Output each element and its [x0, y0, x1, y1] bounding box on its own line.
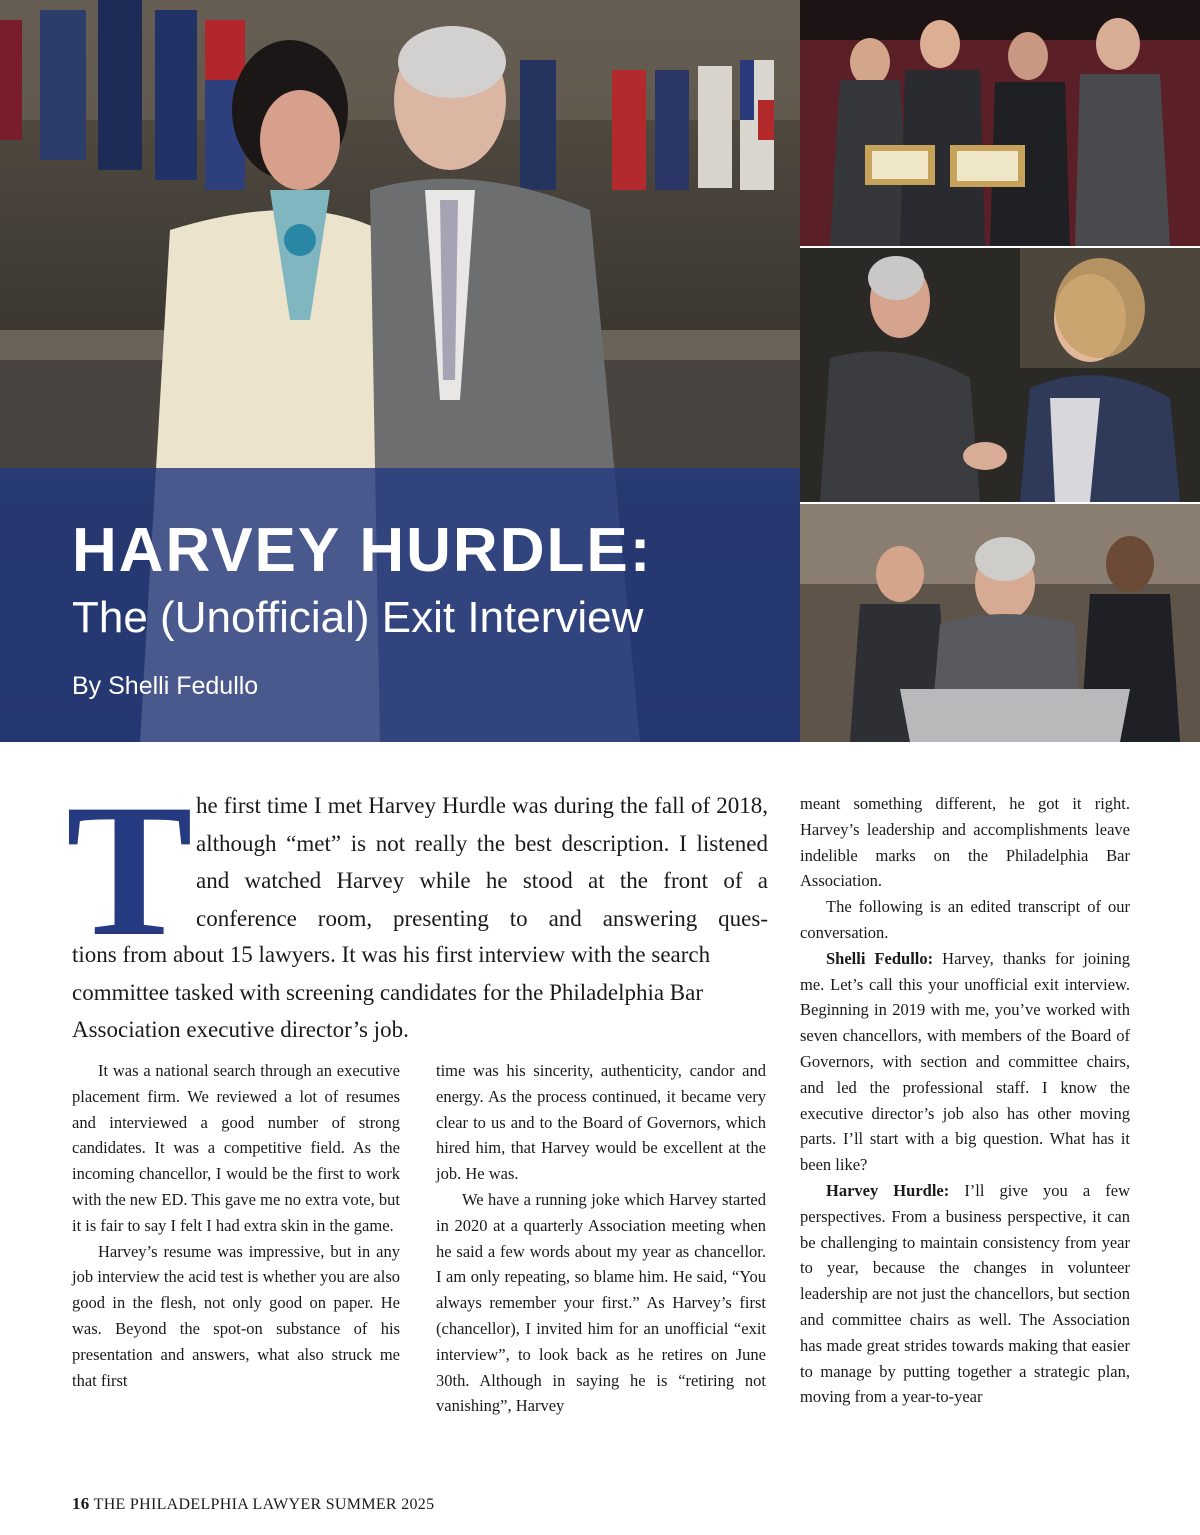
body-paragraph: Harvey’s resume was impressive, but in any job interview the acid test is whether you are also good in the flesh, not only good on paper. He was. Beyond the spot-on substance of his presentation and answers, what also struck me that first: [72, 1241, 400, 1390]
body-paragraph: time was his sincerity, authenticity, candor and energy. As the process continued, it became very clear to us and to the Board of Governors, which hired him, that Harvey would be excellent at the job. He was.: [436, 1061, 766, 1184]
body-paragraph: meant something different, he got it right. Harvey’s leadership and accomplishments leave indelible marks on the Philadelphia Bar Association.: [800, 794, 1130, 891]
question-text: Harvey, thanks for joining me. Let’s call this your unofficial exit interview. Beginning in 2019 with me, you’ve worked with seven chancellors, with members of the Board of Governors, with section and committee chairs, and led the professional staff. I know the executive director’s job also has other moving parts. I’ll start with a big question. What has it been like?: [800, 948, 1130, 1175]
handshake-photo-art: [800, 248, 1200, 502]
podium-photo-art: [800, 504, 1200, 742]
article-headline: HARVEY HURDLE:: [72, 516, 653, 585]
body-paragraph: It was a national search through an executive placement firm. We reviewed a lot of resumes and interviewed a good number of strong candidates. It was a competitive field. As the incoming chancellor, I would be the first to work with the new ED. This gave me no extra vote, but it is fair to say I felt I had extra skin in the game.: [72, 1061, 400, 1235]
interview-answer: [800, 1178, 1130, 1410]
page-number: 16: [72, 1494, 90, 1513]
body-paragraph: We have a running joke which Harvey started in 2020 at a quarterly Association meeting when he said a few words about my year as chancellor. I am only repeating, so blame him. He said, “You always remember your first.” As Harvey’s first (chancellor), I invited him for an unofficial “exit interview”, to look back as he retires on June 30th. Although in saying he is “retiring not vanishing”, Harvey: [436, 1189, 766, 1416]
article-byline: By Shelli Fedullo: [72, 672, 259, 700]
handshake-photo: [800, 248, 1200, 502]
drop-cap: T: [66, 766, 193, 976]
lede-paragraph-start: he first time I met Harvey Hurdle was during the fall of 2018, although “met” is not really the best description. I listened and watched Harvey while he stood at the front of a conference room, presenting to and answering ques-: [196, 793, 768, 931]
body-column-1: [72, 1058, 400, 1393]
speaker-name: Shelli Fedullo:: [826, 948, 934, 968]
publication-info: THE PHILADELPHIA LAWYER SUMMER 2025: [93, 1496, 435, 1513]
lede-paragraph-continued: tions from about 15 lawyers. It was his first interview with the search committee tasked with screening candidates for the Philadelphia Bar Association executive director’s job.: [72, 942, 711, 1042]
page-footer: [72, 1494, 434, 1514]
awards-photo-art: [800, 0, 1200, 246]
body-paragraph: The following is an edited transcript of our conversation.: [800, 897, 1130, 942]
speaker-name: Harvey Hurdle:: [826, 1180, 950, 1200]
article-subheadline: The (Unofficial) Exit Interview: [72, 593, 644, 642]
body-column-3: [800, 791, 1130, 1410]
body-column-2: [436, 1058, 766, 1419]
interview-question: [800, 946, 1130, 1178]
podium-photo: [800, 504, 1200, 742]
awards-photo: [800, 0, 1200, 246]
answer-text: I’ll give you a few perspectives. From a business perspective, it can be challenging to maintain consistency from year to year, because the changes in volunteer leadership are not just the chancellors, but section and committee chairs as well. The Association has made great strides towards making that easier to manage by putting together a strategic plan, moving from a year-to-year: [800, 1180, 1130, 1407]
